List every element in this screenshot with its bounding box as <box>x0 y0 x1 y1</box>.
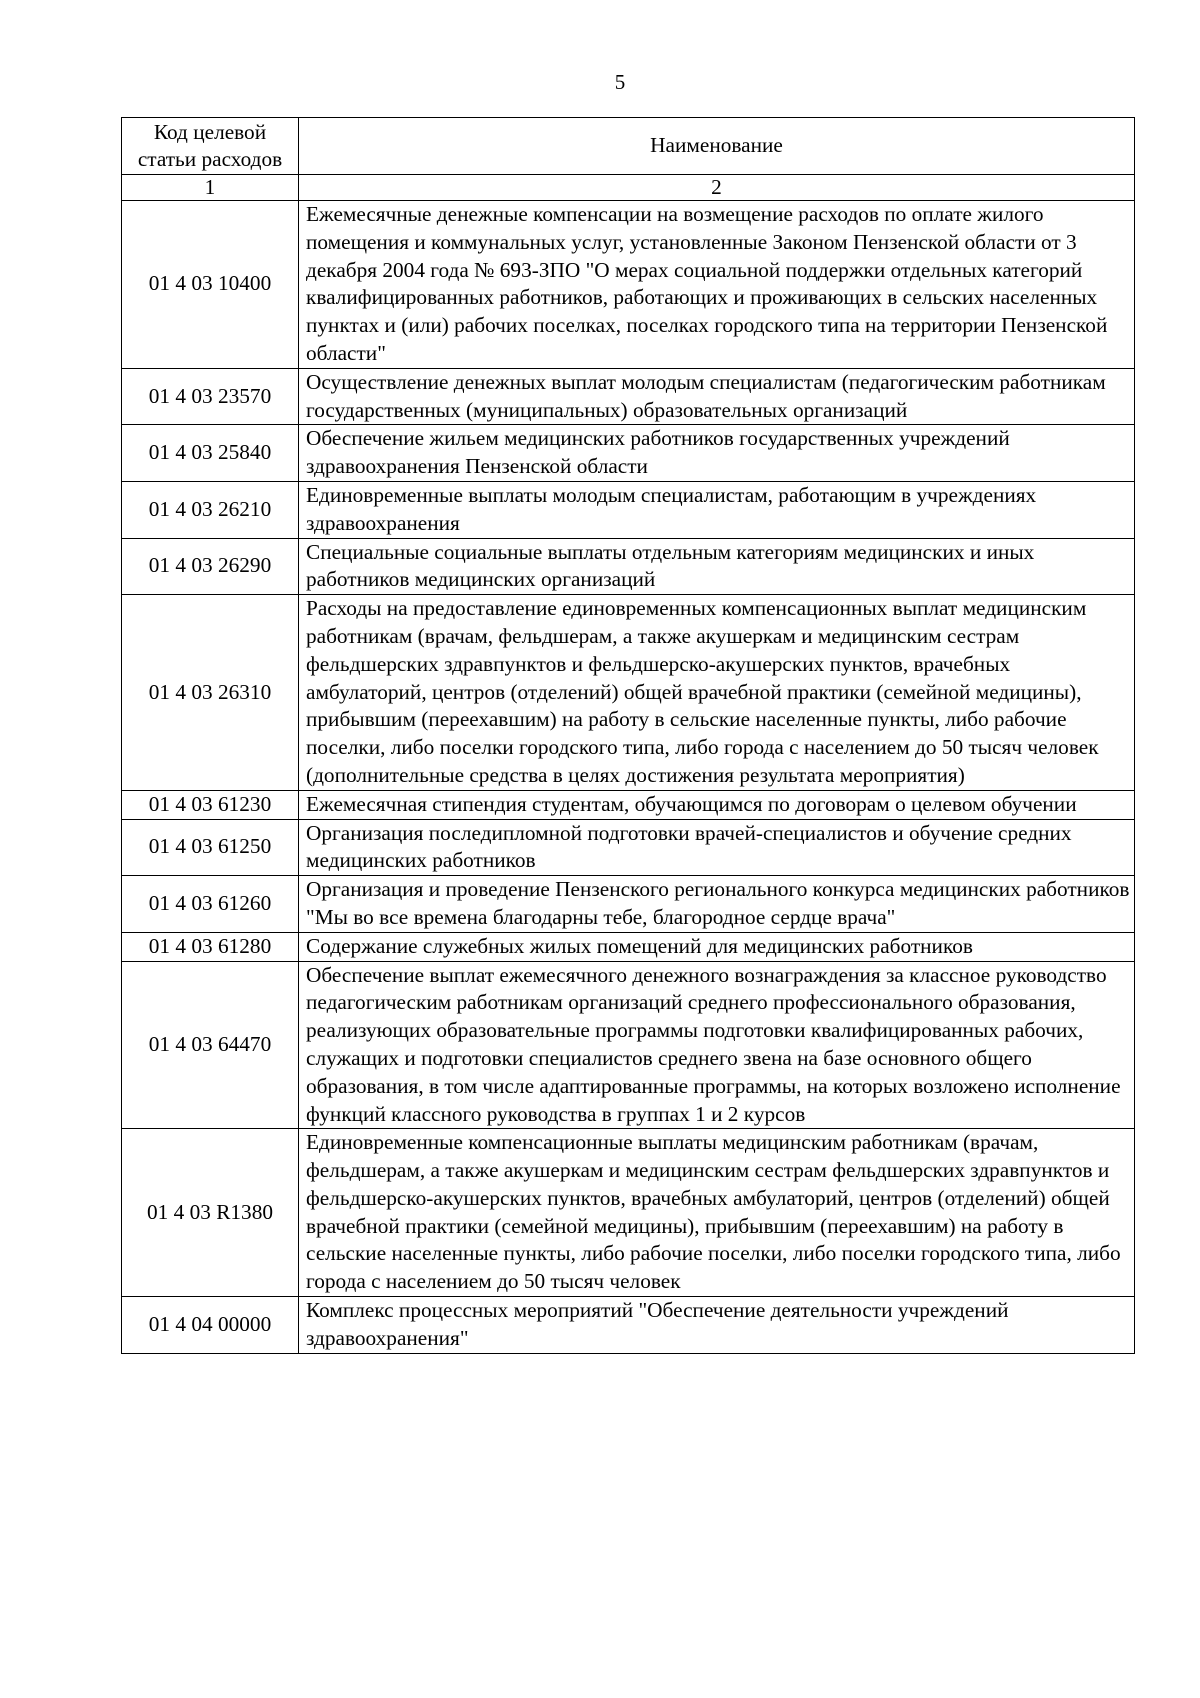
table-row <box>122 790 1135 819</box>
table-row <box>122 961 1135 1129</box>
row-code: 01 4 03 10400 <box>122 201 299 369</box>
row-code: 01 4 03 64470 <box>122 961 299 1129</box>
table-row <box>122 481 1135 538</box>
row-code: 01 4 03 61260 <box>122 876 299 933</box>
row-code: 01 4 03 26210 <box>122 481 299 538</box>
row-name: Специальные социальные выплаты отдельным категориям медицинских и иных работников медицинских организаций <box>299 538 1135 595</box>
table-row <box>122 595 1135 791</box>
column-number-row <box>122 175 1135 201</box>
table-row <box>122 201 1135 369</box>
table-row <box>122 876 1135 933</box>
header-name-column: Наименование <box>299 118 1135 175</box>
row-name: Расходы на предоставление единовременных компенсационных выплат медицинским работникам (врачам, фельдшерам, а также акушеркам и медицинским сестрам фельдшерских здравпунктов и фельдшерско-акушерских пунктов, врачебных амбулаторий, центров (отделений) общей врачебной практики (семейной медицины), прибывшим (переехавшим) на работу в сельские населенные пункты, либо рабочие поселки, либо поселки городского типа, либо города с населением до 50 тысяч человек (дополнительные средства в целях достижения результата мероприятия) <box>299 595 1135 791</box>
header-code-column: Код целевой статьи расходов <box>122 118 299 175</box>
row-code: 01 4 03 R1380 <box>122 1129 299 1297</box>
table-row <box>122 425 1135 482</box>
table-header-row <box>122 118 1135 175</box>
row-code: 01 4 03 61250 <box>122 819 299 876</box>
row-code: 01 4 03 26290 <box>122 538 299 595</box>
page-number: 5 <box>614 70 626 94</box>
table-row <box>122 1297 1135 1354</box>
column-number-2: 2 <box>299 175 1135 201</box>
row-name: Ежемесячные денежные компенсации на возмещение расходов по оплате жилого помещения и коммунальных услуг, установленные Законом Пензенской области от 3 декабря 2004 года № 693-ЗПО "О мерах социальной поддержки отдельных категорий квалифицированных работников, работающих и проживающих в сельских населенных пунктах и (или) рабочих поселках, поселках городского типа на территории Пензенской области" <box>299 201 1135 369</box>
column-number-1: 1 <box>122 175 299 201</box>
row-code: 01 4 03 26310 <box>122 595 299 791</box>
row-name: Организация последипломной подготовки врачей-специалистов и обучение средних медицинских работников <box>299 819 1135 876</box>
row-code: 01 4 03 61280 <box>122 932 299 961</box>
row-name: Организация и проведение Пензенского регионального конкурса медицинских работников "Мы во все времена благодарны тебе, благородное сердце врача" <box>299 876 1135 933</box>
row-name: Содержание служебных жилых помещений для медицинских работников <box>299 932 1135 961</box>
table-row <box>122 538 1135 595</box>
row-code: 01 4 04 00000 <box>122 1297 299 1354</box>
budget-classification-table <box>121 117 1135 1354</box>
table-row <box>122 932 1135 961</box>
row-code: 01 4 03 25840 <box>122 425 299 482</box>
row-name: Обеспечение жильем медицинских работников государственных учреждений здравоохранения Пензенской области <box>299 425 1135 482</box>
table-row <box>122 368 1135 425</box>
table-row <box>122 1129 1135 1297</box>
row-code: 01 4 03 23570 <box>122 368 299 425</box>
row-name: Единовременные компенсационные выплаты медицинским работникам (врачам, фельдшерам, а также акушеркам и медицинским сестрам фельдшерских здравпунктов и фельдшерско-акушерских пунктов, врачебных амбулаторий, центров (отделений) общей врачебной практики (семейной медицины), прибывшим (переехавшим) на работу в сельские населенные пункты, либо рабочие поселки, либо поселки городского типа, либо города с населением до 50 тысяч человек <box>299 1129 1135 1297</box>
row-name: Комплекс процессных мероприятий "Обеспечение деятельности учреждений здравоохранения" <box>299 1297 1135 1354</box>
row-code: 01 4 03 61230 <box>122 790 299 819</box>
row-name: Осуществление денежных выплат молодым специалистам (педагогическим работникам государственных (муниципальных) образовательных организаций <box>299 368 1135 425</box>
row-name: Обеспечение выплат ежемесячного денежного вознаграждения за классное руководство педагогическим работникам организаций среднего профессионального образования, реализующих образовательные программы подготовки квалифицированных рабочих, служащих и подготовки специалистов среднего звена на базе основного общего образования, в том числе адаптированные программы, на которых возложено исполнение функций классного руководства в группах 1 и 2 курсов <box>299 961 1135 1129</box>
table-row <box>122 819 1135 876</box>
row-name: Единовременные выплаты молодым специалистам, работающим в учреждениях здравоохранения <box>299 481 1135 538</box>
row-name: Ежемесячная стипендия студентам, обучающимся по договорам о целевом обучении <box>299 790 1135 819</box>
